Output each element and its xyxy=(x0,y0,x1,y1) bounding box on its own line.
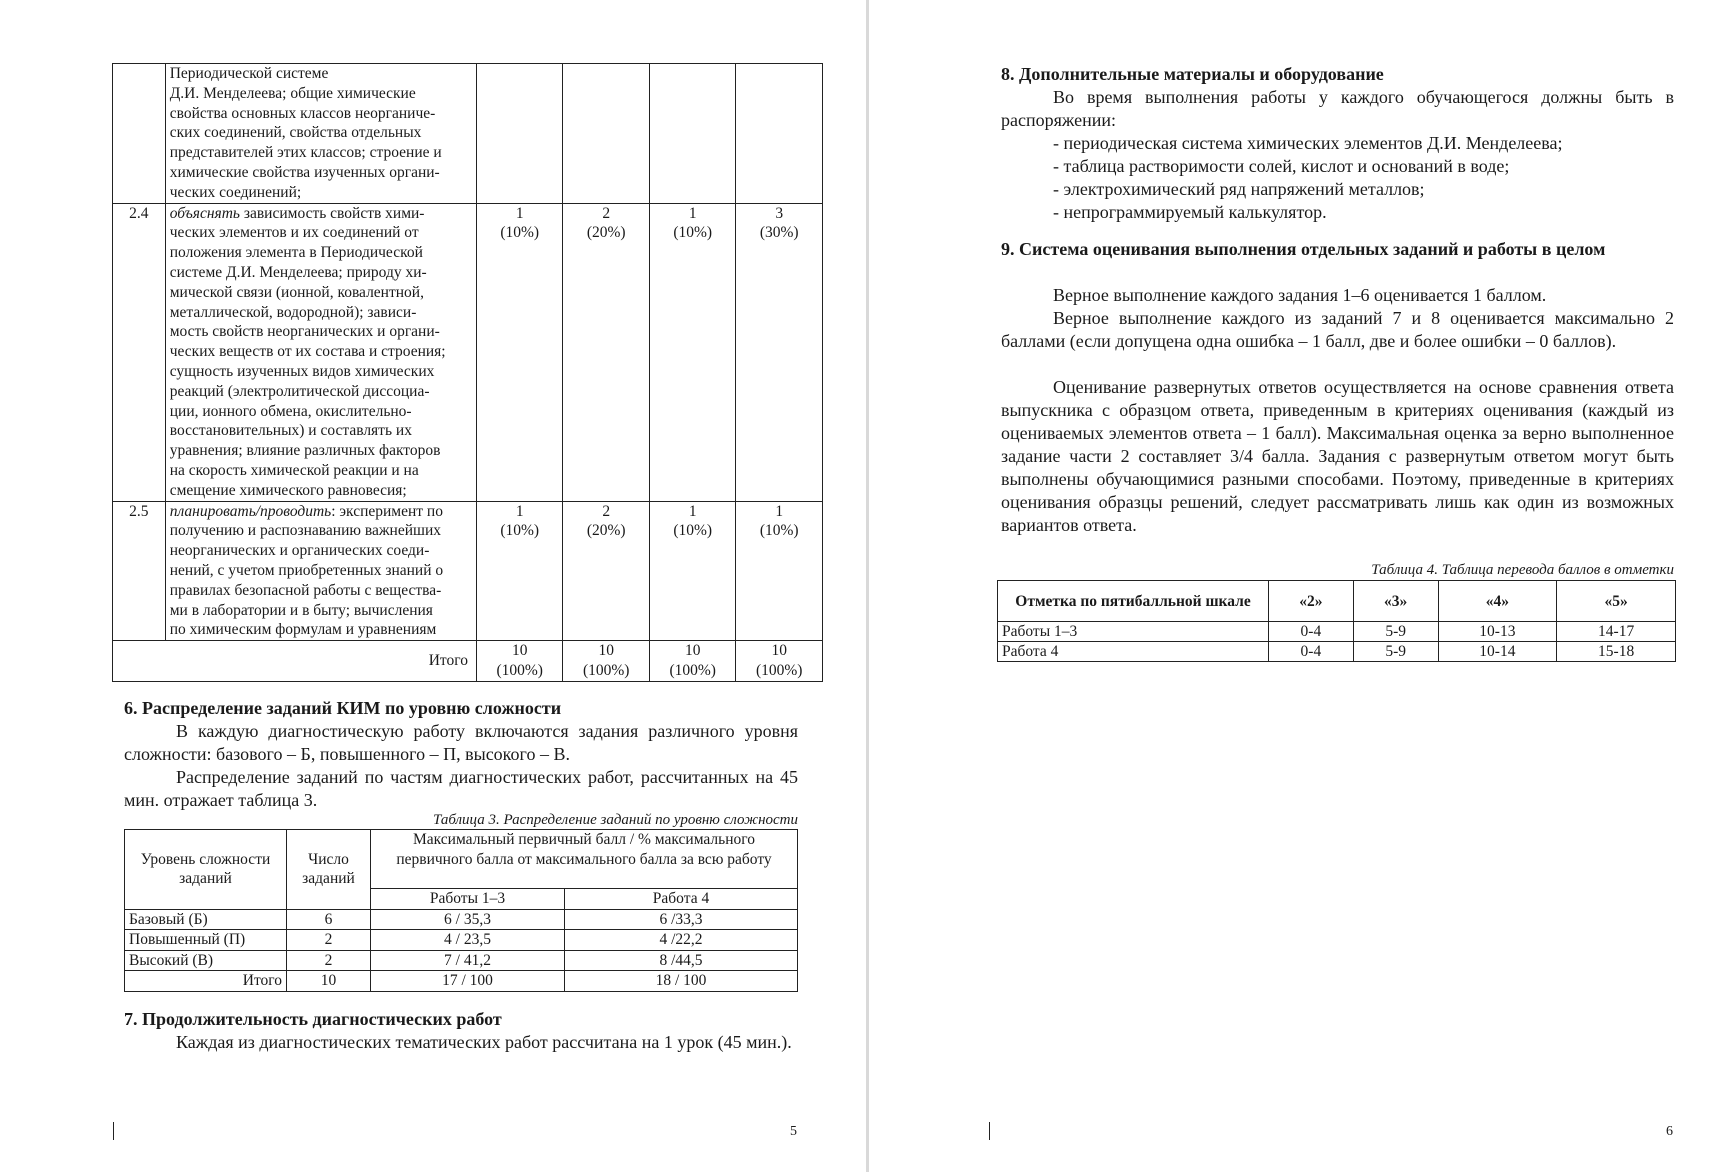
table-row xyxy=(125,909,798,930)
value-cell xyxy=(649,501,736,641)
desc-line: восстановительных) и составлять их xyxy=(169,422,412,440)
desc-line: ции, ионного обмена, окислительно- xyxy=(169,402,412,420)
task-percent: (20%) xyxy=(586,522,626,540)
section-9-paragraph-3: Оценивание развернутых ответов осуществляется на основе сравнения ответа выпускника с образцом ответа, приведенным в критериях оценивания (каждый из оцениваемых элементов ответа – 1 балл). Максимальная оценка за верно выполненное задание части 2 составляет 3/4 балла. Задания с развернутым ответом могут быть выполнены обучающимися разными способами. Поэтому, приведенные в критериях оценивания образцы решений, следует рассматривать лишь как один из возможных вариантов ответа. xyxy=(1001,377,1674,535)
table-4-caption: Таблица 4. Таблица перевода баллов в отметки xyxy=(1371,562,1674,578)
list-item: - непрограммируемый калькулятор. xyxy=(1053,202,1327,222)
list-item: - таблица растворимости солей, кислот и оснований в воде; xyxy=(1053,156,1510,176)
grade-range: 0-4 xyxy=(1269,642,1354,662)
desc-line: нений, с учетом приобретенных знаний о xyxy=(169,561,444,579)
value-cell xyxy=(649,641,736,682)
total-label: Итого xyxy=(125,971,287,992)
desc-line: системе Д.И. Менделеева; природу хи- xyxy=(169,263,427,281)
table-row xyxy=(113,64,823,204)
level-works-1-3: 4 / 23,5 xyxy=(371,930,565,951)
section-9-heading: 9. Система оценивания выполнения отдельных заданий и работы в целом xyxy=(1001,239,1606,259)
level-name: Повышенный (П) xyxy=(125,930,287,951)
task-percent: (100%) xyxy=(755,661,803,679)
level-work-4: 6 /33,3 xyxy=(565,909,798,930)
value-cell xyxy=(736,501,823,641)
level-works-1-3: 6 / 35,3 xyxy=(371,909,565,930)
desc-line: неорганических и органических соеди- xyxy=(169,542,430,560)
task-count: 1 xyxy=(688,502,697,520)
desc-line: : эксперимент по xyxy=(331,502,443,520)
table-row xyxy=(113,501,823,641)
header-grade-2: «2» xyxy=(1269,581,1354,622)
desc-line: правилах безопасной работы с вещества- xyxy=(169,581,442,599)
row-description xyxy=(165,501,476,641)
desc-line: мической связи (ионной, ковалентной, xyxy=(169,283,424,301)
desc-verb: планировать/проводить xyxy=(169,502,332,520)
task-count: 10 xyxy=(511,642,528,660)
page-left xyxy=(0,0,866,1172)
task-count: 2 xyxy=(602,204,611,222)
section-9-paragraph-1: Верное выполнение каждого задания 1–6 оценивается 1 баллом. xyxy=(1053,285,1547,305)
task-percent: (10%) xyxy=(673,224,713,242)
desc-line: представителей этих классов; строение и xyxy=(169,144,442,162)
section-7-heading: 7. Продолжительность диагностических работ xyxy=(124,1009,502,1029)
desc-line: реакций (электролитической диссоциа- xyxy=(169,382,430,400)
desc-line: ческих веществ от их состава и строения; xyxy=(169,343,446,361)
task-count: 3 xyxy=(775,204,784,222)
desc-line: металлической, водородной); зависи- xyxy=(169,303,417,321)
total-label: Итого xyxy=(113,641,477,682)
task-count: 1 xyxy=(688,204,697,222)
desc-verb: объяснять xyxy=(169,204,240,222)
desc-line: Периодической системе xyxy=(169,65,329,82)
desc-line: по химическим формулам и уравнениям xyxy=(169,621,437,639)
row-number: 2.5 xyxy=(113,501,166,641)
header-max-score: Максимальный первичный балл / % максимального первичного балла от максимального балла за всю работу xyxy=(371,830,798,889)
section-9-paragraph-2: Верное выполнение каждого из заданий 7 и 8 оценивается максимально 2 баллами (если допущена одна ошибка – 1 балл, две и более ошибки – 0 баллов). xyxy=(1001,308,1674,351)
margin-mark xyxy=(113,1122,114,1140)
row-label: Работы 1–3 xyxy=(998,622,1269,642)
value-cell xyxy=(649,64,736,204)
value-cell xyxy=(649,203,736,501)
row-description xyxy=(165,64,476,204)
row-description xyxy=(165,203,476,501)
materials-list xyxy=(1053,132,1563,224)
table-score-conversion xyxy=(997,580,1676,662)
desc-line: уравнения; влияние различных факторов xyxy=(169,442,441,460)
task-percent: (10%) xyxy=(759,522,799,540)
level-work-4: 8 /44,5 xyxy=(565,950,798,971)
table-total-row xyxy=(113,641,823,682)
value-cell xyxy=(736,203,823,501)
task-count: 10 xyxy=(684,642,701,660)
task-count: 10 xyxy=(771,642,787,660)
desc-line: сущность изученных видов химических xyxy=(169,362,435,380)
header-grade-scale: Отметка по пятибалльной шкале xyxy=(998,581,1269,622)
task-percent: (20%) xyxy=(586,224,626,242)
level-name: Базовый (Б) xyxy=(125,909,287,930)
desc-line: зависимость свойств хими- xyxy=(239,204,425,222)
desc-line: смещение химического равновесия; xyxy=(169,481,407,499)
desc-line: свойства основных классов неорганиче- xyxy=(169,104,436,122)
header-grade-3: «3» xyxy=(1353,581,1438,622)
row-label: Работа 4 xyxy=(998,642,1269,662)
table-total-row xyxy=(125,971,798,992)
task-percent: (10%) xyxy=(500,224,540,242)
header-level: Уровень сложности заданий xyxy=(125,830,287,910)
table-header-row xyxy=(998,581,1676,622)
margin-mark xyxy=(989,1122,990,1140)
desc-line: получению и распознаванию важнейших xyxy=(169,522,441,540)
desc-line: положения элемента в Периодической xyxy=(169,244,423,262)
task-count: 10 xyxy=(598,642,614,660)
section-6-paragraph-1: В каждую диагностическую работу включаются задания различного уровня сложности: базового – Б, повышенного – П, высокого – В. xyxy=(124,721,798,764)
task-percent: (10%) xyxy=(500,522,540,540)
table-row xyxy=(998,642,1676,662)
section-6-paragraph-2: Распределение заданий по частям диагностических работ, рассчитанных на 45 мин. отражает таблица 3. xyxy=(124,767,798,810)
table-header-row xyxy=(125,830,798,889)
task-count: 2 xyxy=(602,502,611,520)
task-count: 1 xyxy=(515,204,524,222)
grade-range: 15-18 xyxy=(1557,642,1676,662)
desc-line: ми в лаборатории и в быту; вычисления xyxy=(169,601,433,619)
task-percent: (10%) xyxy=(673,522,713,540)
grade-range: 10-14 xyxy=(1438,642,1557,662)
subheader-work-4: Работа 4 xyxy=(565,889,798,910)
task-count: 1 xyxy=(775,502,784,520)
task-percent: (100%) xyxy=(582,661,630,679)
header-grade-4: «4» xyxy=(1438,581,1557,622)
total-count: 10 xyxy=(287,971,371,992)
desc-line: ческих соединений; xyxy=(169,183,302,201)
task-percent: (30%) xyxy=(759,224,799,242)
desc-line: Д.И. Менделеева; общие химические xyxy=(169,84,416,102)
level-count: 6 xyxy=(287,909,371,930)
table-3-caption: Таблица 3. Распределение заданий по уровню сложности xyxy=(433,812,798,828)
task-count: 1 xyxy=(515,502,524,520)
row-number: 2.4 xyxy=(113,203,166,501)
grade-range: 10-13 xyxy=(1438,622,1557,642)
table-skills-continued xyxy=(112,63,823,682)
value-cell xyxy=(736,641,823,682)
total-work-4: 18 / 100 xyxy=(565,971,798,992)
page-number: 6 xyxy=(1666,1124,1673,1139)
task-percent: (100%) xyxy=(669,661,716,679)
desc-line: химические свойства изученных органи- xyxy=(169,163,440,181)
row-number xyxy=(113,64,166,204)
total-works-1-3: 17 / 100 xyxy=(371,971,565,992)
task-percent: (100%) xyxy=(496,661,543,679)
value-cell xyxy=(476,641,563,682)
table-row xyxy=(998,622,1676,642)
level-work-4: 4 /22,2 xyxy=(565,930,798,951)
value-cell xyxy=(563,64,650,204)
section-7-paragraph: Каждая из диагностических тематических работ рассчитана на 1 урок (45 мин.). xyxy=(176,1032,792,1052)
section-8-heading: 8. Дополнительные материалы и оборудование xyxy=(1001,64,1384,84)
header-grade-5: «5» xyxy=(1557,581,1676,622)
value-cell xyxy=(563,501,650,641)
table-difficulty-levels xyxy=(124,829,798,992)
level-works-1-3: 7 / 41,2 xyxy=(371,950,565,971)
desc-line: мость свойств неорганических и органи- xyxy=(169,323,440,341)
table-row xyxy=(125,930,798,951)
desc-line: на скорость химической реакции и на xyxy=(169,461,419,479)
value-cell xyxy=(476,501,563,641)
level-count: 2 xyxy=(287,930,371,951)
table-row xyxy=(125,950,798,971)
level-name: Высокий (В) xyxy=(125,950,287,971)
list-item: - периодическая система химических элементов Д.И. Менделеева; xyxy=(1053,133,1563,153)
grade-range: 5-9 xyxy=(1353,622,1438,642)
table-row xyxy=(113,203,823,501)
page-number: 5 xyxy=(790,1124,797,1139)
value-cell xyxy=(563,203,650,501)
value-cell xyxy=(736,64,823,204)
value-cell xyxy=(476,64,563,204)
section-8-paragraph: Во время выполнения работы у каждого обучающегося должны быть в распоряжении: xyxy=(1001,87,1674,130)
grade-range: 5-9 xyxy=(1353,642,1438,662)
grade-range: 0-4 xyxy=(1269,622,1354,642)
grade-range: 14-17 xyxy=(1557,622,1676,642)
subheader-works-1-3: Работы 1–3 xyxy=(371,889,565,910)
list-item: - электрохимический ряд напряжений металлов; xyxy=(1053,179,1425,199)
section-6-heading: 6. Распределение заданий КИМ по уровню сложности xyxy=(124,698,562,718)
header-count: Число заданий xyxy=(287,830,371,910)
value-cell xyxy=(476,203,563,501)
level-count: 2 xyxy=(287,950,371,971)
desc-line: ческих элементов и их соединений от xyxy=(169,224,419,242)
value-cell xyxy=(563,641,650,682)
desc-line: ских соединений, свойства отдельных xyxy=(169,124,422,142)
